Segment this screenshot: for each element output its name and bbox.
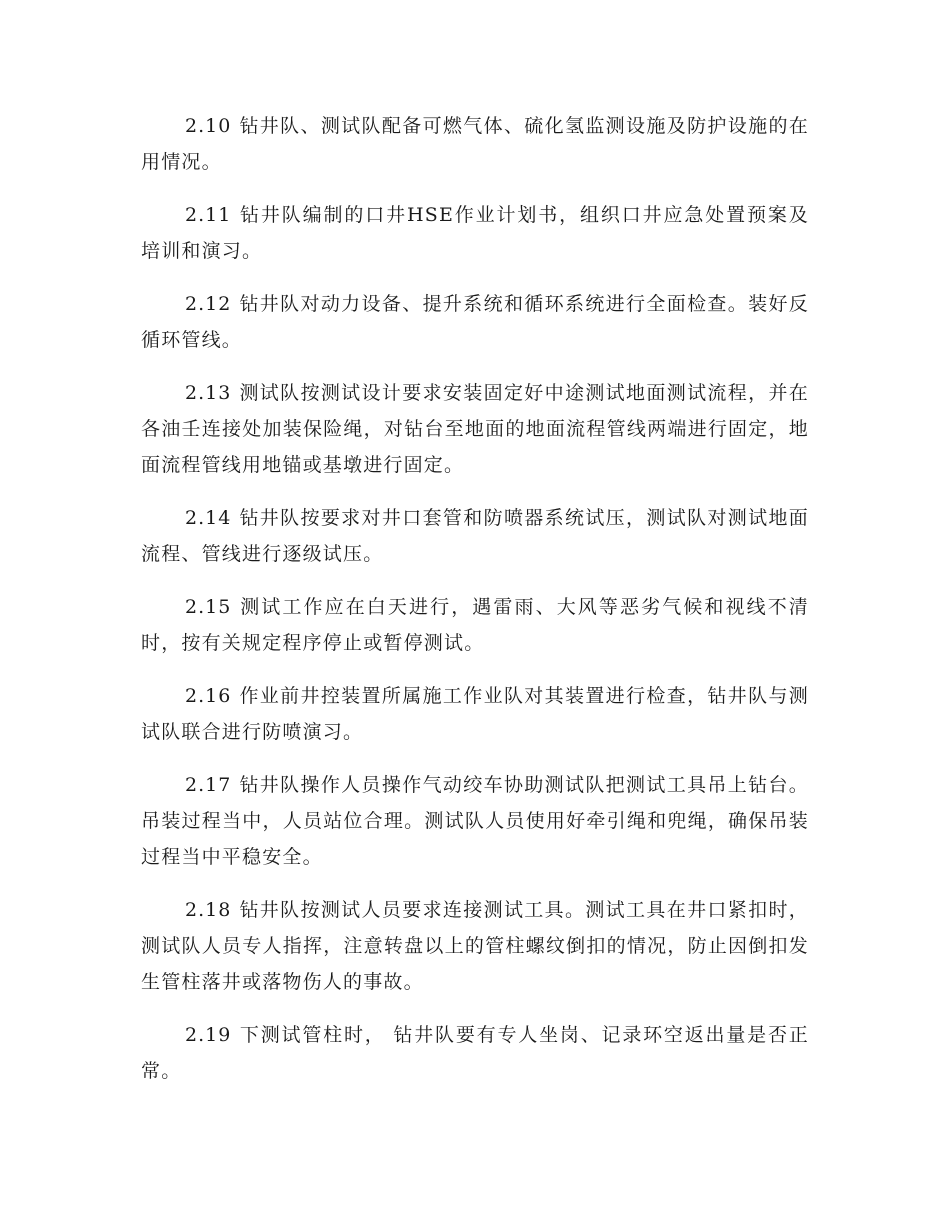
clause-number: 2.15 [185, 596, 232, 618]
clause-text: 钻井队按测试人员要求连接测试工具。测试工具在井口紧扣时，测试队人员专人指挥，注意转盘以上的管柱螺纹倒扣的情况，防止因倒扣发生管柱落井或落物伤人的事故。 [141, 899, 809, 993]
paragraph-2-11 [141, 197, 809, 269]
clause-number: 2.12 [185, 293, 232, 315]
clause-text: 测试队按测试设计要求安装固定好中途测试地面测试流程，并在各油壬连接处加装保险绳，对钻台至地面的地面流程管线两端进行固定，地面流程管线用地锚或基墩进行固定。 [141, 382, 809, 476]
clause-text: 作业前井控装置所属施工作业队对其装置进行检查，钻井队与测试队联合进行防喷演习。 [141, 685, 809, 743]
paragraph-2-15 [141, 589, 809, 661]
paragraph-2-12 [141, 286, 809, 358]
clause-number: 2.16 [185, 685, 232, 707]
clause-text: 测试工作应在白天进行，遇雷雨、大风等恶劣气候和视线不清时，按有关规定程序停止或暂停测试。 [141, 596, 809, 654]
clause-text: 下测试管柱时， 钻井队要有专人坐岗、记录环空返出量是否正常。 [141, 1024, 809, 1082]
clause-text: 钻井队编制的口井HSE作业计划书，组织口井应急处置预案及培训和演习。 [141, 204, 809, 262]
clause-text: 钻井队按要求对井口套管和防喷器系统试压，测试队对测试地面流程、管线进行逐级试压。 [141, 507, 809, 565]
clause-number: 2.14 [185, 507, 232, 529]
clause-text: 钻井队操作人员操作气动绞车协助测试队把测试工具吊上钻台。吊装过程当中，人员站位合理。测试队人员使用好牵引绳和兜绳，确保吊装过程当中平稳安全。 [141, 774, 809, 868]
clause-number: 2.11 [185, 204, 232, 226]
clause-number: 2.18 [185, 899, 232, 921]
clause-text: 钻井队、测试队配备可燃气体、硫化氢监测设施及防护设施的在用情况。 [141, 115, 809, 173]
clause-number: 2.13 [185, 382, 232, 404]
paragraph-2-10 [141, 108, 809, 180]
document-body [141, 108, 809, 1106]
clause-number: 2.10 [185, 115, 232, 137]
paragraph-2-16 [141, 678, 809, 750]
paragraph-2-18 [141, 892, 809, 1000]
paragraph-2-19 [141, 1017, 809, 1089]
paragraph-2-13 [141, 375, 809, 483]
clause-number: 2.19 [185, 1024, 232, 1046]
paragraph-2-14 [141, 500, 809, 572]
clause-text: 钻井队对动力设备、提升系统和循环系统进行全面检查。装好反循环管线。 [141, 293, 809, 351]
paragraph-2-17 [141, 767, 809, 875]
clause-number: 2.17 [185, 774, 232, 796]
